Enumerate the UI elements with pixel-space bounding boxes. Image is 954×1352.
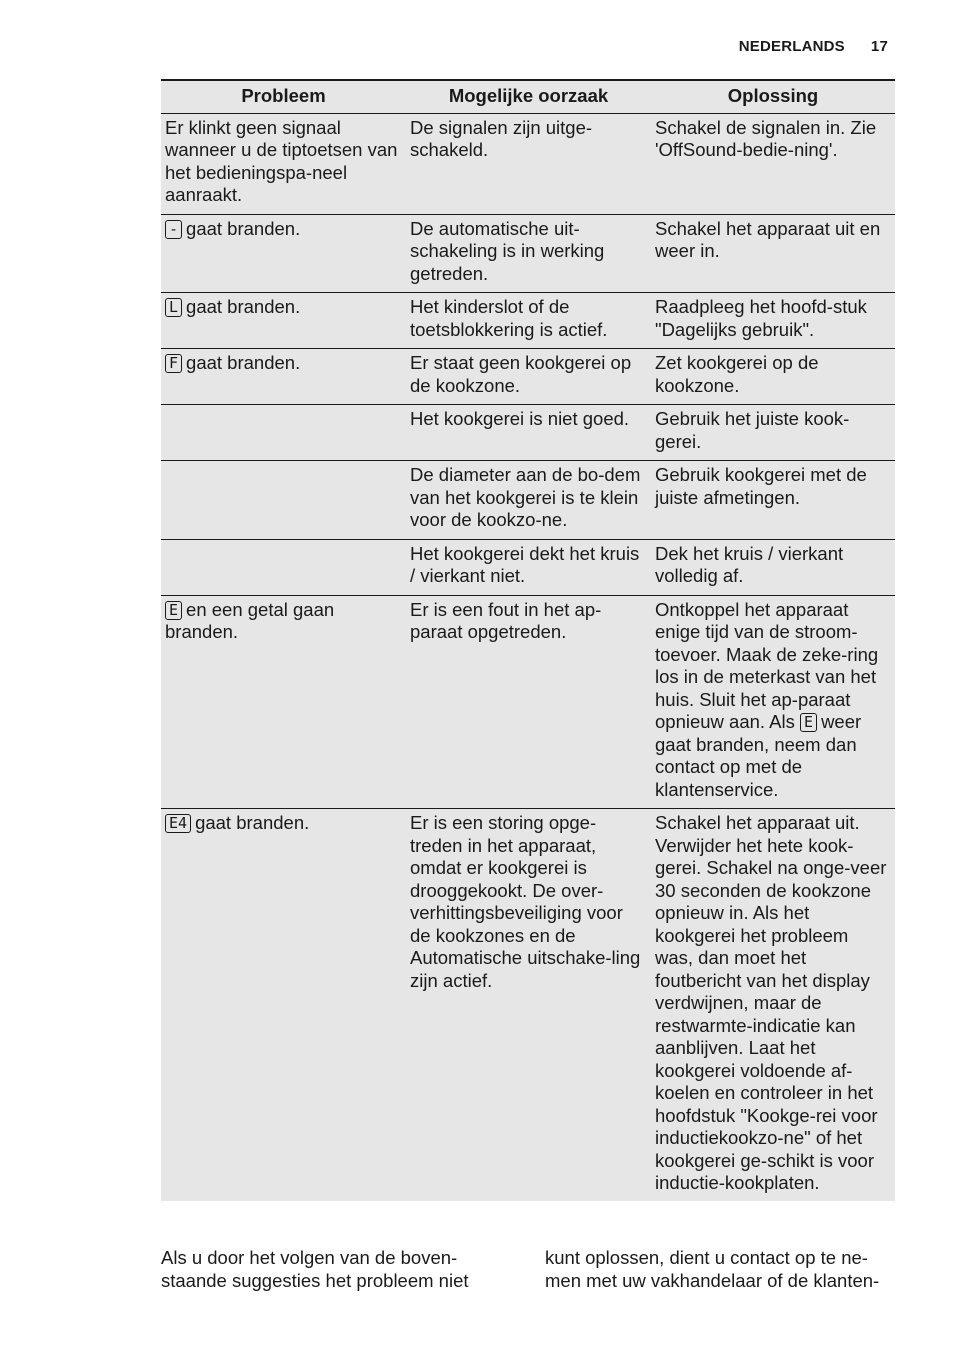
cause-cell: De signalen zijn uitge-schakeld. <box>406 113 651 214</box>
column-header-solution: Oplossing <box>651 80 895 113</box>
table-row <box>161 461 895 540</box>
cause-cell: Het kinderslot of de toetsblokkering is actief. <box>406 293 651 349</box>
problem-text: gaat branden. <box>195 812 310 833</box>
problem-cell <box>161 349 406 405</box>
footer-text <box>161 1247 895 1292</box>
page-header <box>739 38 888 55</box>
solution-cell: Zet kookgerei op de kookzone. <box>651 349 895 405</box>
table-row <box>161 809 895 1201</box>
table-row <box>161 539 895 595</box>
display-symbol-icon: F <box>165 354 182 373</box>
solution-cell: Schakel de signalen in. Zie 'OffSound-bedie-ning'. <box>651 113 895 214</box>
problem-cell <box>161 293 406 349</box>
table-row <box>161 595 895 809</box>
problem-cell <box>161 539 406 595</box>
solution-text-part2: weer gaat branden, neem dan contact op met de klantenservice. <box>655 711 862 800</box>
cause-cell: Het kookgerei dekt het kruis / vierkant niet. <box>406 539 651 595</box>
footer-right-column: kunt oplossen, dient u contact op te ne-men met uw vakhandelaar of de klanten- <box>545 1247 880 1291</box>
cause-cell: Er staat geen kookgerei op de kookzone. <box>406 349 651 405</box>
column-header-problem: Probleem <box>161 80 406 113</box>
display-symbol-icon: E4 <box>165 814 191 833</box>
solution-cell: Dek het kruis / vierkant volledig af. <box>651 539 895 595</box>
table-row <box>161 214 895 293</box>
problem-text: gaat branden. <box>186 352 301 373</box>
solution-cell: Gebruik kookgerei met de juiste afmetingen. <box>651 461 895 540</box>
problem-text: en een getal gaan branden. <box>165 598 335 642</box>
problem-cell <box>161 405 406 461</box>
display-symbol-icon: E <box>165 601 182 620</box>
problem-cell <box>161 809 406 1201</box>
language-label: NEDERLANDS <box>738 38 845 55</box>
column-header-cause: Mogelijke oorzaak <box>406 80 651 113</box>
cause-cell: Er is een fout in het ap-paraat opgetreden. <box>406 595 651 809</box>
problem-cell <box>161 113 406 214</box>
table-header-row <box>161 80 895 113</box>
problem-cell <box>161 461 406 540</box>
solution-cell: Gebruik het juiste kook-gerei. <box>651 405 895 461</box>
footer-left-column: Als u door het volgen van de boven-staande suggesties het probleem niet <box>161 1247 469 1291</box>
table-row <box>161 405 895 461</box>
cause-cell: De diameter aan de bo-dem van het kookgerei is te klein voor de kookzo-ne. <box>406 461 651 540</box>
problem-cell <box>161 214 406 293</box>
problem-text: gaat branden. <box>186 296 301 317</box>
solution-cell: Raadpleeg het hoofd-stuk "Dagelijks gebruik". <box>651 293 895 349</box>
problem-text: Er klinkt geen signaal wanneer u de tiptoetsen van het bedieningspa-neel aanraakt. <box>165 116 398 205</box>
table-row <box>161 113 895 214</box>
cause-cell: De automatische uit-schakeling is in werking getreden. <box>406 214 651 293</box>
cause-cell: Er is een storing opge-treden in het apparaat, omdat er kookgerei is drooggekookt. De over-verhittingsbeveiliging voor de kookzones en de Automatische uitschake-ling zijn actief. <box>410 812 641 991</box>
problem-cell <box>161 595 406 809</box>
troubleshooting-table <box>161 79 895 1201</box>
solution-text-part1: Ontkoppel het apparaat enige tijd van de stroom-toevoer. Maak de zeke-ring los in de meterkast van het huis. Sluit het ap-paraat opnieuw aan. Als <box>655 598 879 732</box>
cause-cell: Het kookgerei is niet goed. <box>406 405 651 461</box>
table-row <box>161 349 895 405</box>
display-symbol-icon: E <box>800 713 817 732</box>
problem-text: gaat branden. <box>186 217 301 239</box>
page-number: 17 <box>870 38 888 55</box>
table-row <box>161 293 895 349</box>
display-symbol-icon: - <box>165 220 182 239</box>
solution-cell <box>651 595 895 809</box>
display-symbol-icon: L <box>165 298 182 317</box>
solution-cell: Schakel het apparaat uit en weer in. <box>651 214 895 293</box>
solution-cell: Schakel het apparaat uit. Verwijder het hete kook-gerei. Schakel na onge-veer 30 seconden de kookzone opnieuw in. Als het kookgerei het probleem was, dan moet het foutbericht van het display verdwijnen, maar de restwarmte-indicatie kan aanblijven. Laat het kookgerei voldoende af-koelen en controleer in het hoofdstuk "Kookge-rei voor inductiekookzo-ne" of het kookgerei ge-schikt is voor inductie-kookplaten. <box>655 812 887 1193</box>
